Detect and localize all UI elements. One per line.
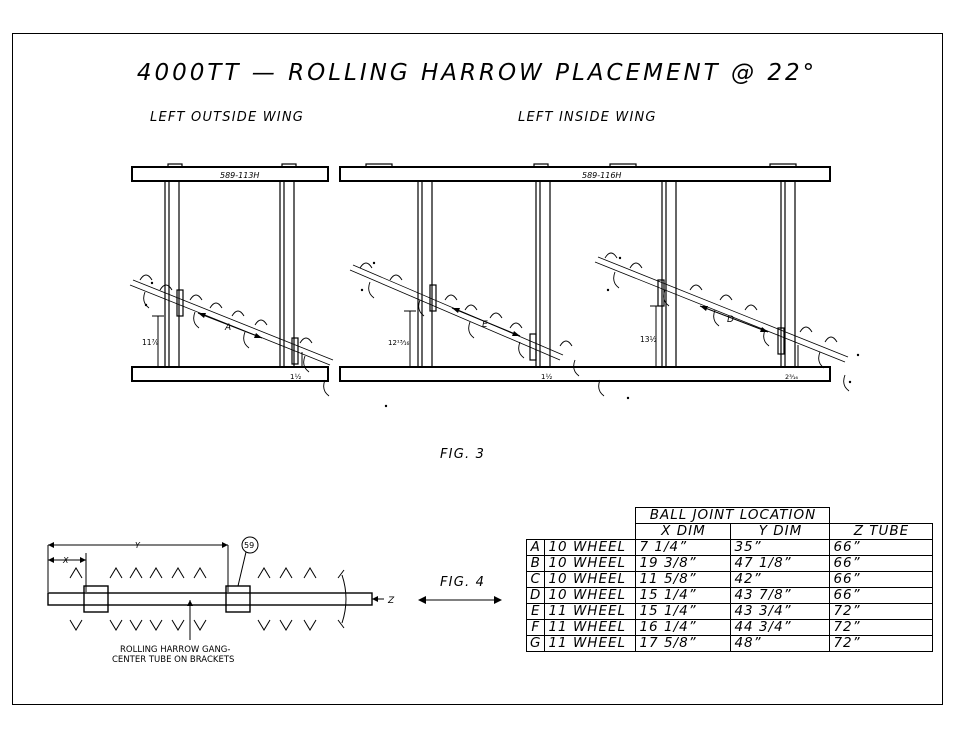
dim-small-1-label: 1½	[290, 373, 302, 381]
cell-wheel: 10 WHEEL	[545, 588, 636, 604]
cell-y: 47 1/8”	[731, 556, 830, 572]
cell-x: 15 1/4”	[636, 588, 731, 604]
cell-wheel: 11 WHEEL	[545, 620, 636, 636]
cell-y: 48”	[731, 636, 830, 652]
cell-z: 66”	[830, 540, 933, 556]
dim-e-label: E	[482, 320, 488, 330]
left-outside-wing-label: LEFT OUTSIDE WING	[150, 110, 305, 125]
table-title: BALL JOINT LOCATION	[636, 508, 830, 524]
cell-id: A	[527, 540, 545, 556]
header-z-tube: Z TUBE	[830, 524, 933, 540]
ball-joint-table	[526, 507, 933, 652]
cell-z: 66”	[830, 556, 933, 572]
cell-id: C	[527, 572, 545, 588]
table-row	[527, 556, 933, 572]
cell-wheel: 10 WHEEL	[545, 556, 636, 572]
cell-id: E	[527, 604, 545, 620]
ball-joint-rows	[527, 540, 933, 652]
table-row	[527, 604, 933, 620]
part-number-inside: 589-116H	[582, 171, 622, 180]
cell-z: 72”	[830, 620, 933, 636]
drawing-title: 4000TT — ROLLING HARROW PLACEMENT @ 22°	[136, 60, 818, 86]
dim-12-label: 12¹³⁄₁₆	[388, 339, 410, 347]
y-dim-label: Y	[135, 541, 140, 550]
cell-wheel: 11 WHEEL	[545, 604, 636, 620]
cell-x: 11 5/8”	[636, 572, 731, 588]
gang-note-line2: CENTER TUBE ON BRACKETS	[112, 655, 235, 665]
table-row	[527, 620, 933, 636]
part-number-outside: 589-113H	[220, 171, 260, 180]
dim-d-label: D	[727, 315, 734, 325]
dim-11-label: 11⅞	[142, 338, 159, 347]
cell-x: 15 1/4”	[636, 604, 731, 620]
cell-y: 35”	[731, 540, 830, 556]
left-inside-wing-label: LEFT INSIDE WING	[518, 110, 657, 125]
cell-wheel: 11 WHEEL	[545, 636, 636, 652]
gang-note-line1: ROLLING HARROW GANG-	[120, 645, 231, 655]
cell-y: 44 3/4”	[731, 620, 830, 636]
cell-x: 16 1/4”	[636, 620, 731, 636]
cell-id: B	[527, 556, 545, 572]
dim-small-3-label: 2³⁄₁₆	[785, 373, 799, 381]
fig4-label: FIG. 4	[440, 575, 486, 590]
cell-y: 43 7/8”	[731, 588, 830, 604]
table-row	[527, 588, 933, 604]
cell-id: D	[527, 588, 545, 604]
cell-y: 43 3/4”	[731, 604, 830, 620]
cell-z: 72”	[830, 604, 933, 620]
table-row	[527, 572, 933, 588]
z-dim-label: Z	[388, 596, 395, 606]
fig3-label: FIG. 3	[440, 447, 486, 462]
cell-z: 72”	[830, 636, 933, 652]
cell-z: 66”	[830, 588, 933, 604]
cell-id: F	[527, 620, 545, 636]
header-x-dim: X DIM	[636, 524, 731, 540]
callout-59: 59	[244, 541, 255, 550]
cell-y: 42”	[731, 572, 830, 588]
cell-id: G	[527, 636, 545, 652]
header-y-dim: Y DIM	[731, 524, 830, 540]
cell-z: 66”	[830, 572, 933, 588]
dim-small-2-label: 1½	[541, 373, 553, 381]
table-row	[527, 636, 933, 652]
cell-x: 19 3/8”	[636, 556, 731, 572]
dim-13-label: 13½	[640, 335, 657, 344]
dim-a-label: A	[225, 323, 232, 333]
table-row	[527, 540, 933, 556]
x-dim-label: X	[63, 556, 69, 565]
cell-wheel: 10 WHEEL	[545, 540, 636, 556]
cell-wheel: 10 WHEEL	[545, 572, 636, 588]
cell-x: 7 1/4”	[636, 540, 731, 556]
cell-x: 17 5/8”	[636, 636, 731, 652]
